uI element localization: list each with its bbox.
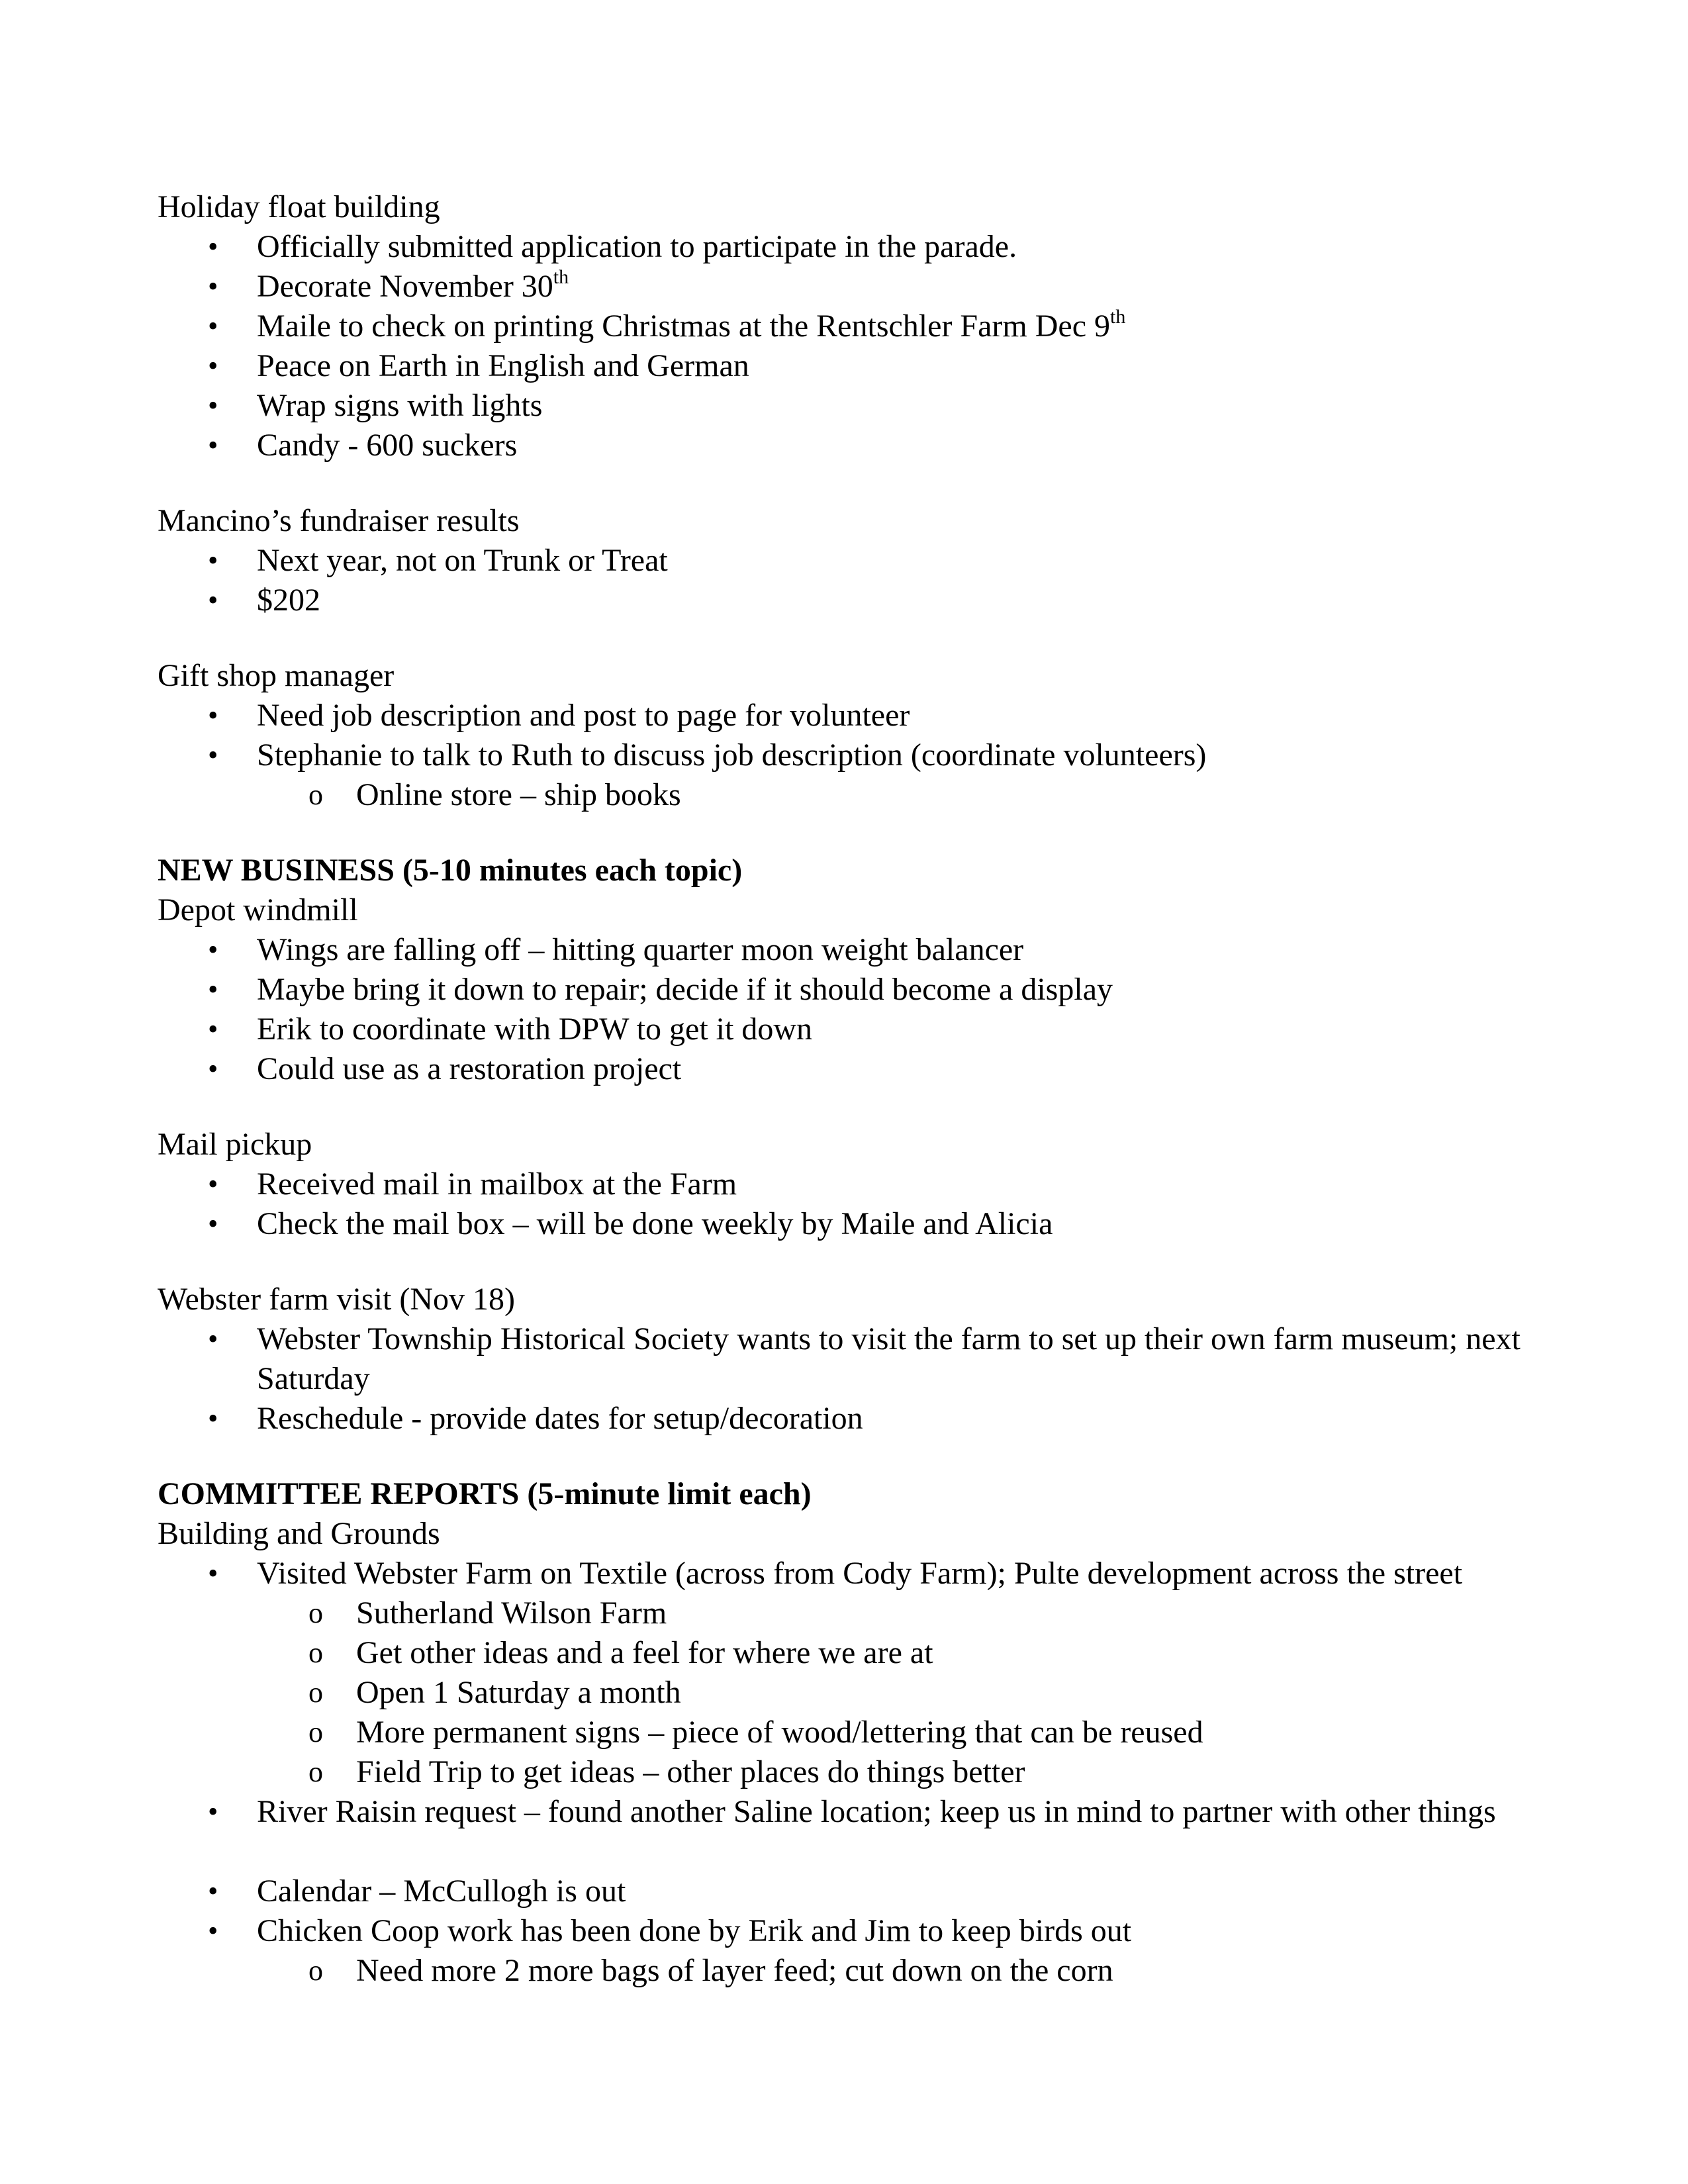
list-item-text: Maile to check on printing Christmas at the Rentschler Farm Dec 9: [257, 309, 1111, 344]
bullet: •: [208, 350, 218, 382]
list-item: [158, 227, 1554, 267]
spacer: [158, 465, 1554, 501]
bullet: •: [208, 429, 218, 461]
spacer: [158, 620, 1554, 656]
bullet: •: [208, 973, 218, 1006]
list-item: [158, 426, 1554, 465]
section-title-mancinos: Mancino’s fundraiser results: [158, 503, 520, 538]
list-item: [158, 1049, 1554, 1089]
section-title-building-grounds: Building and Grounds: [158, 1516, 440, 1551]
bullet: •: [208, 544, 218, 577]
list-item: [158, 581, 1554, 620]
bullet: •: [208, 389, 218, 422]
list-item: [158, 1164, 1554, 1204]
bullet: •: [208, 1323, 218, 1355]
sub-list-item: [158, 1633, 1554, 1673]
list-item-text: Erik to coordinate with DPW to get it down: [257, 1012, 812, 1047]
list-item: [158, 1872, 1554, 1911]
list-item-text: Check the mail box – will be done weekly by Maile and Alicia: [257, 1206, 1053, 1241]
bullet: •: [208, 310, 218, 342]
spacer: [158, 1439, 1554, 1474]
list-item-text: Next year, not on Trunk or Treat: [257, 543, 668, 578]
list-item-text: River Raisin request – found another Saline location; keep us in mind to partner with other things: [257, 1794, 1496, 1829]
list-item-text: Reschedule - provide dates for setup/decoration: [257, 1401, 863, 1436]
list-item: [158, 1399, 1554, 1439]
sub-list-item: [158, 1713, 1554, 1752]
bullet: •: [208, 270, 218, 303]
spacer: [158, 1089, 1554, 1125]
sub-list-item-text: Open 1 Saturday a month: [356, 1675, 681, 1710]
heading-committee-reports: COMMITTEE REPORTS (5-minute limit each): [158, 1476, 812, 1511]
sub-bullet: o: [308, 1756, 323, 1788]
list-item: [158, 970, 1554, 1010]
bullet: •: [208, 699, 218, 732]
sub-list-item-text: Get other ideas and a feel for where we are at: [356, 1635, 933, 1670]
list-item-text: Calendar – McCullogh is out: [257, 1874, 626, 1909]
list-item: [158, 1319, 1554, 1399]
list-item-text: Decorate November 30: [257, 269, 553, 304]
sub-list-item: [158, 775, 1554, 815]
section-title-mail-pickup: Mail pickup: [158, 1127, 312, 1162]
list-item-text: Officially submitted application to participate in the parade.: [257, 229, 1017, 264]
sub-list-item: [158, 1673, 1554, 1713]
bullet: •: [208, 1168, 218, 1200]
list-item: [158, 307, 1554, 346]
list-item-text: Wrap signs with lights: [257, 388, 543, 423]
list-item: [158, 930, 1554, 970]
list-item-text: Wings are falling off – hitting quarter moon weight balancer: [257, 932, 1024, 967]
list-item-text: Stephanie to talk to Ruth to discuss job description (coordinate volunteers): [257, 737, 1207, 773]
list-item-text: $202: [257, 583, 320, 618]
list-item-text: Maybe bring it down to repair; decide if it should become a display: [257, 972, 1113, 1007]
sub-bullet: o: [308, 779, 323, 811]
bullet: •: [208, 1053, 218, 1085]
bullet: •: [208, 1915, 218, 1947]
superscript: th: [1110, 306, 1126, 328]
list-item: [158, 736, 1554, 775]
sub-bullet: o: [308, 1637, 323, 1669]
section-title-gift-shop: Gift shop manager: [158, 658, 395, 693]
list-item: [158, 1010, 1554, 1049]
bullet: •: [208, 1208, 218, 1240]
bullet: •: [208, 739, 218, 771]
sub-bullet: o: [308, 1716, 323, 1748]
list-item: [158, 541, 1554, 581]
list-item-text: Webster Township Historical Society wants to visit the farm to set up their own farm museum; next Saturday: [257, 1321, 1521, 1396]
bullet: •: [208, 1875, 218, 1907]
list-item-text: Candy - 600 suckers: [257, 428, 518, 463]
bullet: •: [208, 584, 218, 616]
spacer: [158, 815, 1554, 851]
list-item-text: Peace on Earth in English and German: [257, 348, 749, 383]
sub-bullet: o: [308, 1954, 323, 1987]
bullet: •: [208, 1402, 218, 1435]
bullet: •: [208, 230, 218, 263]
sub-list-item-text: Sutherland Wilson Farm: [356, 1595, 667, 1631]
sub-bullet: o: [308, 1597, 323, 1629]
list-item: [158, 386, 1554, 426]
sub-bullet: o: [308, 1676, 323, 1709]
bullet: •: [208, 933, 218, 966]
bullet: •: [208, 1795, 218, 1828]
sub-list-item: [158, 1752, 1554, 1792]
list-item: [158, 1204, 1554, 1244]
list-item: [158, 696, 1554, 736]
section-title-webster-visit: Webster farm visit (Nov 18): [158, 1282, 515, 1317]
list-item-text: Visited Webster Farm on Textile (across from Cody Farm); Pulte development across the street: [257, 1556, 1463, 1591]
sub-list-item-text: More permanent signs – piece of wood/lettering that can be reused: [356, 1715, 1203, 1750]
sub-list-item-text: Field Trip to get ideas – other places do things better: [356, 1754, 1025, 1789]
spacer: [158, 1244, 1554, 1280]
bullet: •: [208, 1557, 218, 1590]
section-title-depot-windmill: Depot windmill: [158, 892, 358, 927]
document-page: [158, 187, 1554, 1991]
bullet: •: [208, 1013, 218, 1045]
list-item: [158, 1792, 1554, 1872]
list-item-text: Could use as a restoration project: [257, 1051, 682, 1086]
list-item: [158, 267, 1554, 307]
list-item-text: Need job description and post to page for volunteer: [257, 698, 910, 733]
sub-list-item: [158, 1593, 1554, 1633]
list-item: [158, 1554, 1554, 1593]
list-item-text: Received mail in mailbox at the Farm: [257, 1166, 737, 1202]
heading-new-business: NEW BUSINESS (5-10 minutes each topic): [158, 853, 743, 888]
section-title-holiday-float: Holiday float building: [158, 189, 440, 224]
list-item: [158, 1911, 1554, 1951]
sub-list-item-text: Online store – ship books: [356, 777, 681, 812]
superscript: th: [553, 266, 569, 288]
sub-list-item: [158, 1951, 1554, 1991]
sub-list-item-text: Need more 2 more bags of layer feed; cut down on the corn: [356, 1953, 1113, 1988]
list-item: [158, 346, 1554, 386]
list-item-text: Chicken Coop work has been done by Erik and Jim to keep birds out: [257, 1913, 1132, 1948]
